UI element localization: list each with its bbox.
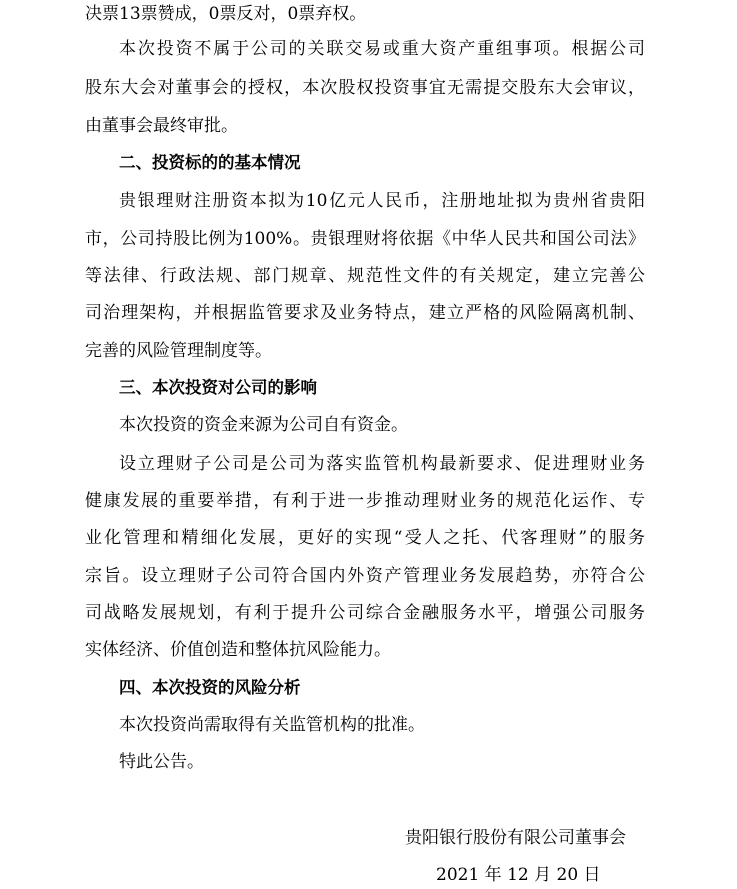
paragraph-line: 本次投资不属于公司的关联交易或重大资产重组事项。根据公司 xyxy=(119,39,645,59)
closing-line: 特此公告。 xyxy=(119,752,204,772)
paragraph-line: 司治理架构，并根据监管要求及业务特点，建立严格的风险隔离机制、 xyxy=(85,303,645,323)
paragraph-line: 业化管理和精细化发展，更好的实现“受人之托、代客理财”的服务 xyxy=(85,528,645,548)
paragraph-line: 完善的风险管理制度等。 xyxy=(85,341,272,361)
section-heading: 三、本次投资对公司的影响 xyxy=(119,378,317,397)
paragraph-line: 等法律、行政法规、部门规章、规范性文件的有关规定，建立完善公 xyxy=(85,266,645,286)
signature-organization: 贵阳银行股份有限公司董事会 xyxy=(405,828,626,848)
paragraph-line: 司战略发展规划，有利于提升公司综合金融服务水平，增强公司服务 xyxy=(85,603,645,623)
section-heading: 二、投资标的的基本情况 xyxy=(119,153,301,172)
paragraph-line: 宗旨。设立理财子公司符合国内外资产管理业务发展趋势，亦符合公 xyxy=(85,566,645,586)
section-heading: 四、本次投资的风险分析 xyxy=(119,678,301,697)
vote-result-line: 决票13票赞成，0票反对，0票弃权。 xyxy=(85,4,367,24)
paragraph-line: 贵银理财注册资本拟为10亿元人民币，注册地址拟为贵州省贵阳 xyxy=(119,191,645,211)
paragraph-line: 健康发展的重要举措，有利于进一步推动理财业务的规范化运作、专 xyxy=(85,491,645,511)
paragraph-line: 设立理财子公司是公司为落实监管机构最新要求、促进理财业务 xyxy=(119,454,645,474)
paragraph-line: 市，公司持股比例为100%。贵银理财将依据《中华人民共和国公司法》 xyxy=(85,229,645,249)
paragraph-line: 由董事会最终审批。 xyxy=(85,116,238,136)
paragraph-line: 股东大会对董事会的授权，本次股权投资事宜无需提交股东大会审议， xyxy=(85,78,645,98)
paragraph-line: 本次投资尚需取得有关监管机构的批准。 xyxy=(119,715,425,735)
signature-date: 2021 年 12 月 20 日 xyxy=(436,865,601,885)
paragraph-line: 实体经济、价值创造和整体抗风险能力。 xyxy=(85,640,391,660)
paragraph-line: 本次投资的资金来源为公司自有资金。 xyxy=(119,415,408,435)
